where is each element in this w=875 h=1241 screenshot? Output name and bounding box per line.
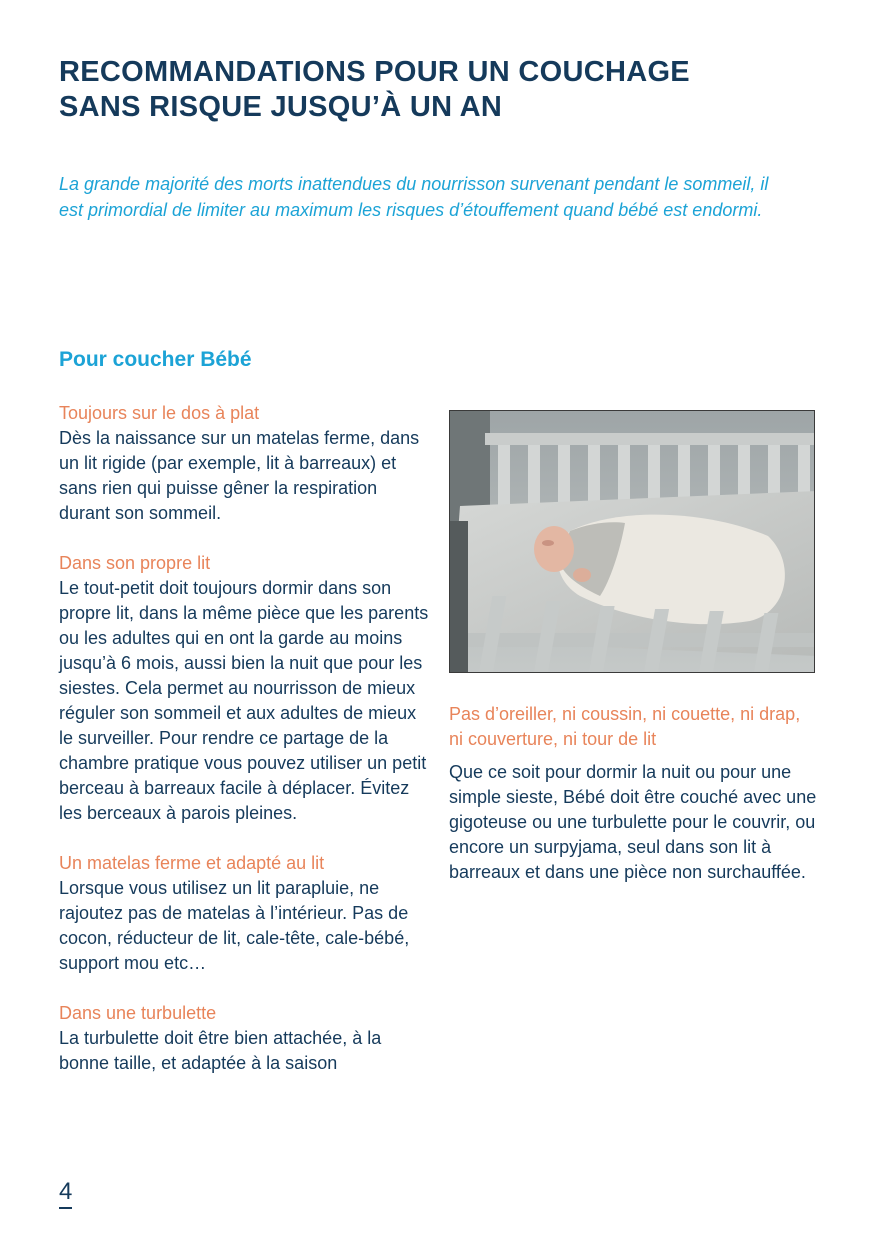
baby-in-crib-photo: [449, 410, 815, 673]
recommendation-heading: Dans son propre lit: [59, 553, 211, 573]
recommendation-heading: Un matelas ferme et adapté au lit: [59, 853, 325, 873]
recommendation-heading: Dans une turbulette: [59, 1003, 217, 1023]
side-recommendation-body: Que ce soit pour dormir la nuit ou pour une simple sieste, Bébé doit être couché avec une gigoteuse ou une turbulette pour le couvrir, ou encore un surpyjama, seul dans son lit à barreaux et dans une pièce non surchauffée.: [449, 762, 817, 882]
intro-paragraph: La grande majorité des morts inattendues du nourrisson survenant pendant le sommeil, il est primordial de limiter au maximum les risques d’étouffement quand bébé est endormi.: [59, 174, 769, 220]
recommendation-block: [59, 851, 429, 976]
recommendation-block: [59, 551, 429, 826]
recommendation-body: Dès la naissance sur un matelas ferme, dans un lit rigide (par exemple, lit à barreaux) et sans rien qui puisse gêner la respiration durant son sommeil.: [59, 428, 420, 523]
recommendation-block: [59, 1001, 429, 1076]
page-number: 4: [59, 1178, 72, 1209]
recommendation-block: [59, 401, 429, 526]
crib-illustration: [450, 411, 815, 673]
recommendation-body: Lorsque vous utilisez un lit parapluie, ne rajoutez pas de matelas à l’intérieur. Pas de cocon, réducteur de lit, cale-tête, cale-bébé, support mou etc…: [59, 878, 410, 973]
side-recommendation: [449, 702, 819, 885]
title-line-2: SANS RISQUE JUSQU’À UN AN: [59, 91, 503, 123]
recommendations-column: [59, 401, 429, 1101]
page-title: [59, 55, 819, 125]
recommendation-body: La turbulette doit être bien attachée, à la bonne taille, et adaptée à la saison: [59, 1028, 382, 1073]
recommendation-heading: Toujours sur le dos à plat: [59, 403, 260, 423]
recommendation-body: Le tout-petit doit toujours dormir dans son propre lit, dans la même pièce que les parents ou les adultes qui en ont la garde au moins jusqu’à 6 mois, aussi bien la nuit que pour les siestes. Cela permet au nourrisson de mieux réguler son sommeil et aux adultes de mieux le surveiller. Pour rendre ce partage de la chambre pratique vous pouvez utiliser un petit berceau à barreaux facile à déplacer. Évitez les berceaux à parois pleines.: [59, 578, 429, 823]
title-line-1: RECOMMANDATIONS POUR UN COUCHAGE: [59, 56, 690, 88]
section-title: Pour coucher Bébé: [59, 348, 252, 371]
side-recommendation-heading: Pas d’oreiller, ni coussin, ni couette, ni drap, ni couverture, ni tour de lit: [449, 704, 801, 749]
